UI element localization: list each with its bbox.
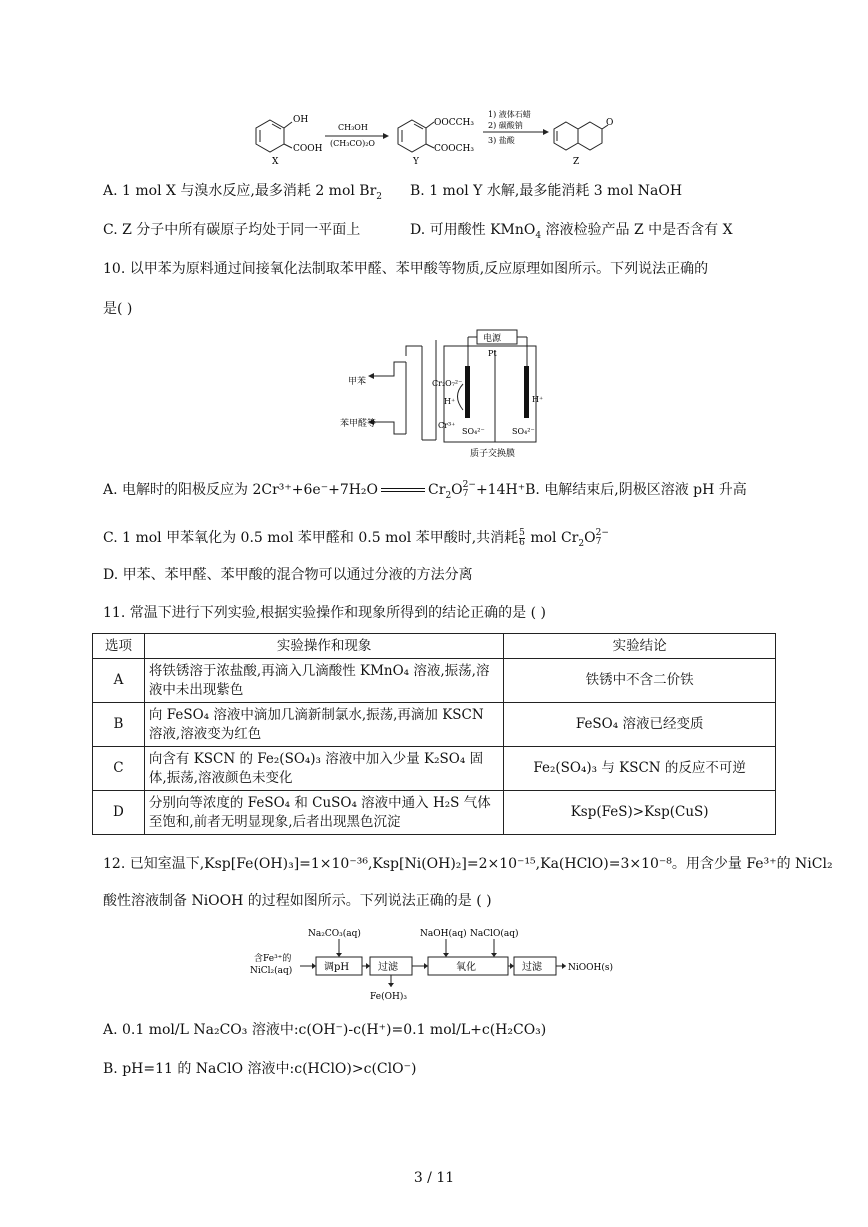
arrow2-step2: 2) 碳酸钠 — [488, 121, 523, 130]
y-oocch3: OOCCH₃ — [434, 118, 474, 128]
y-label: Y — [413, 157, 419, 167]
arrow1-reagent-bottom: (CH₃CO)₂O — [330, 139, 375, 148]
q11-stem: 11. 常温下进行下列实验,根据实验操作和现象所得到的结论正确的是 ( ) — [103, 605, 546, 621]
x-cooh: COOH — [293, 144, 323, 154]
flow-product: NiOOH(s) — [568, 963, 613, 973]
arrow2-step1: 1) 液体石蜡 — [488, 110, 531, 119]
q12-stem-cont: 酸性溶液制备 NiOOH 的过程如图所示。下列说法正确的是 ( ) — [103, 893, 492, 909]
row-operation: 将铁锈溶于浓盐酸,再滴入几滴酸性 KMnO₄ 溶液,振荡,溶液中未出现紫色 — [144, 659, 503, 703]
q12-option-a: A. 0.1 mol/L Na₂CO₃ 溶液中:c(OH⁻)-c(H⁺)=0.1 mol/L+c(H₂CO₃) — [103, 1022, 547, 1038]
row-option: C — [93, 747, 145, 791]
table-row — [93, 659, 776, 703]
arrow2-step3: 3) 盐酸 — [488, 136, 515, 145]
q10-option-d: D. 甲苯、苯甲醛、苯甲酸的混合物可以通过分液的方法分离 — [103, 567, 473, 583]
flow-step-filter1: 过滤 — [378, 962, 398, 973]
header-operation: 实验操作和现象 — [144, 634, 503, 659]
row-operation: 分别向等浓度的 FeSO₄ 和 CuSO₄ 溶液中通入 H₂S 气体至饱和,前者无明显现象,后者出现黑色沉淀 — [144, 791, 503, 835]
q9-option-d: D. 可用酸性 KMnO$_4$ 溶液检验产品 Z 中是否含有 X — [410, 222, 733, 241]
process-flow-diagram — [250, 925, 650, 1005]
arrow1-reagent-top: CH₃OH — [338, 123, 368, 132]
y-cooch3: COOCH₃ — [434, 144, 474, 154]
flow-input-label2: NiCl₂(aq) — [250, 966, 293, 976]
header-option: 选项 — [93, 634, 145, 659]
fraction-5-6: $\frac{5}{6}$ — [519, 527, 525, 548]
flow-reagent-naclo: NaClO(aq) — [470, 929, 519, 939]
toluene-label: 甲苯 — [348, 377, 367, 387]
q10-option-c: C. 1 mol 甲苯氧化为 0.5 mol 苯甲醛和 0.5 mol 苯甲酸时,共消耗 $\frac{5}{6}$ mol $Cr_2O$ 2− 7 — [103, 527, 609, 549]
so4-right-label: SO₄²⁻ — [512, 427, 535, 436]
membrane-label: 质子交换膜 — [470, 449, 516, 459]
z-label: Z — [573, 157, 580, 167]
x-label: X — [272, 157, 279, 167]
row-operation: 向含有 KSCN 的 Fe₂(SO₄)₃ 溶液中加入少量 K₂SO₄ 固体,振荡,溶液颜色未变化 — [144, 747, 503, 791]
q9-option-b: B. 1 mol Y 水解,最多能消耗 3 mol NaOH — [410, 183, 683, 199]
flow-precipitate: Fe(OH)₃ — [370, 992, 407, 1002]
cathode-electrode — [524, 366, 529, 418]
flow-step-filter2: 过滤 — [522, 962, 542, 973]
page-number: 3 / 11 — [413, 1170, 455, 1186]
q11-table — [92, 633, 776, 835]
cr2o7-label: Cr₂O₇²⁻ — [432, 379, 463, 388]
anode-electrode — [465, 366, 470, 418]
flow-step-adjust-ph: 调pH — [324, 962, 350, 973]
row-option: B — [93, 703, 145, 747]
power-label: 电源 — [483, 334, 502, 344]
q12-stem: 12. 已知室温下,Ksp[Fe(OH)₃]=1×10⁻³⁶,Ksp[Ni(OH)₂]=2×10⁻¹⁵,Ka(HClO)=3×10⁻⁸。用含少量 Fe³⁺的 NiCl₂ — [103, 856, 833, 872]
h-plus-left-label: H⁺ — [444, 397, 456, 406]
row-option: D — [93, 791, 145, 835]
q10-stem: 10. 以甲苯为原料通过间接氧化法制取苯甲醛、苯甲酸等物质,反应原理如图所示。下列说法正确的 — [103, 261, 709, 277]
flow-reagent-naoh: NaOH(aq) — [420, 929, 467, 939]
electrolysis-diagram — [340, 326, 550, 462]
reaction-scheme — [250, 108, 630, 170]
benzaldehyde-label: 苯甲醛等 — [340, 419, 377, 429]
row-conclusion: FeSO₄ 溶液已经变质 — [504, 703, 776, 747]
q10-stem-cont: 是( ) — [103, 301, 133, 317]
compound-y-structure — [398, 120, 434, 152]
h-plus-right-label: H⁺ — [532, 395, 544, 404]
row-conclusion: Ksp(FeS)>Ksp(CuS) — [504, 791, 776, 835]
row-operation: 向 FeSO₄ 溶液中滴加几滴新制氯水,振荡,再滴加 KSCN 溶液,溶液变为红色 — [144, 703, 503, 747]
row-conclusion: 铁锈中不含二价铁 — [504, 659, 776, 703]
table-row — [93, 747, 776, 791]
pt-label: Pt — [488, 349, 497, 358]
so4-left-label: SO₄²⁻ — [462, 427, 485, 436]
table-header — [93, 634, 776, 659]
z-oxo: O — [606, 118, 614, 128]
flow-reagent-na2co3: Na₂CO₃(aq) — [308, 929, 361, 939]
row-option: A — [93, 659, 145, 703]
header-conclusion: 实验结论 — [504, 634, 776, 659]
cr3-label: Cr³⁺ — [438, 421, 456, 430]
compound-z-structure — [554, 122, 608, 150]
row-conclusion: Fe₂(SO₄)₃ 与 KSCN 的反应不可逆 — [504, 747, 776, 791]
compound-x-structure — [256, 120, 292, 152]
q10-option-a: A. 电解时的阳极反应为 2Cr³⁺+6e⁻+7H₂O $Cr_2O$ 2− 7 +14H⁺B. 电解结束后,阴极区溶液 pH 升高 — [103, 480, 747, 501]
flow-step-oxidize: 氧化 — [456, 962, 476, 973]
q9-option-a: A. 1 mol X 与溴水反应,最多消耗 2 mol $Br_2$ — [103, 183, 383, 202]
table-row — [93, 703, 776, 747]
table-row — [93, 791, 776, 835]
q12-option-b: B. pH=11 的 NaClO 溶液中:c(HClO)>c(ClO⁻) — [103, 1061, 417, 1077]
q9-option-c: C. Z 分子中所有碳原子均处于同一平面上 — [103, 222, 361, 238]
x-oh: OH — [293, 115, 309, 125]
equals-arrow — [381, 488, 425, 492]
flow-input-label: 含Fe³⁺的 — [254, 954, 292, 964]
